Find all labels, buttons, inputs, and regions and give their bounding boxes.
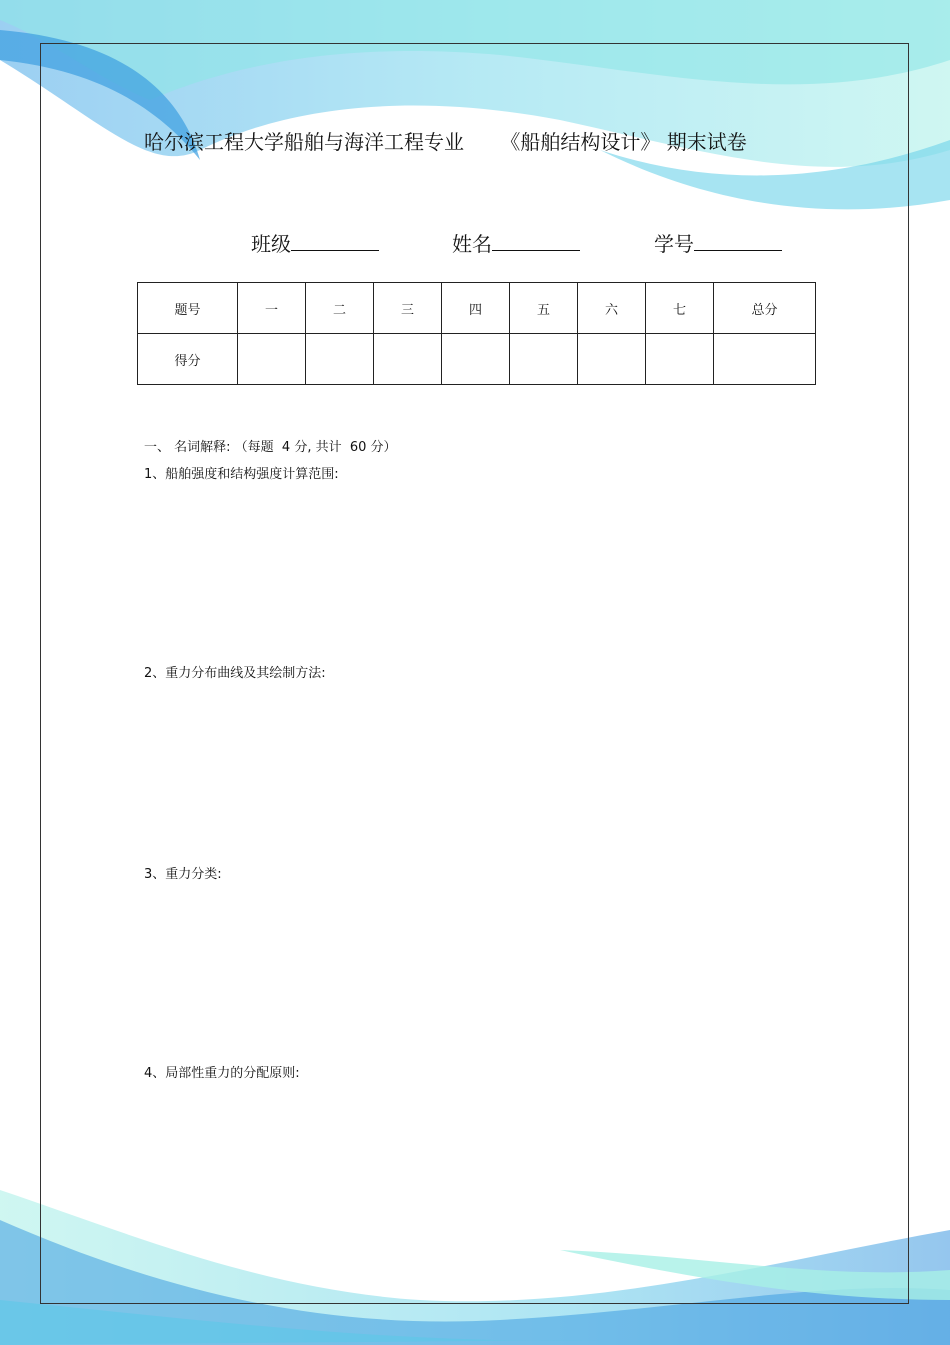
score-cell[interactable] [646,334,714,385]
header-cell: 四 [442,283,510,334]
header-cell: 五 [510,283,578,334]
exam-title: 哈尔滨工程大学船舶与海洋工程专业 《船舶结构设计》 期末试卷 [144,130,747,154]
class-blank[interactable] [291,228,379,251]
score-cell[interactable] [510,334,578,385]
class-label: 班级 [251,232,291,256]
id-label: 学号 [654,232,694,256]
header-cell: 总分 [714,283,816,334]
score-cell[interactable] [306,334,374,385]
header-cell: 七 [646,283,714,334]
id-blank[interactable] [694,228,782,251]
header-cell: 三 [374,283,442,334]
question-1: 1、船舶强度和结构强度计算范围: [144,467,339,482]
score-cell[interactable] [442,334,510,385]
name-blank[interactable] [492,228,580,251]
score-table [137,282,816,385]
header-cell: 二 [306,283,374,334]
header-cell: 题号 [138,283,238,334]
id-field [654,228,782,257]
question-3: 3、重力分类: [144,867,222,882]
score-cell[interactable] [374,334,442,385]
row-label: 得分 [138,334,238,385]
score-cell[interactable] [238,334,306,385]
question-4: 4、局部性重力的分配原则: [144,1066,300,1081]
table-header-row [138,283,816,334]
section-heading: 一、 名词解释: （每题 4 分, 共计 60 分） [144,440,397,455]
class-field [251,228,379,257]
header-cell: 六 [578,283,646,334]
score-cell[interactable] [578,334,646,385]
name-label: 姓名 [452,232,492,256]
score-row [138,334,816,385]
question-2: 2、重力分布曲线及其绘制方法: [144,666,326,681]
header-cell: 一 [238,283,306,334]
score-cell[interactable] [714,334,816,385]
name-field [452,228,580,257]
